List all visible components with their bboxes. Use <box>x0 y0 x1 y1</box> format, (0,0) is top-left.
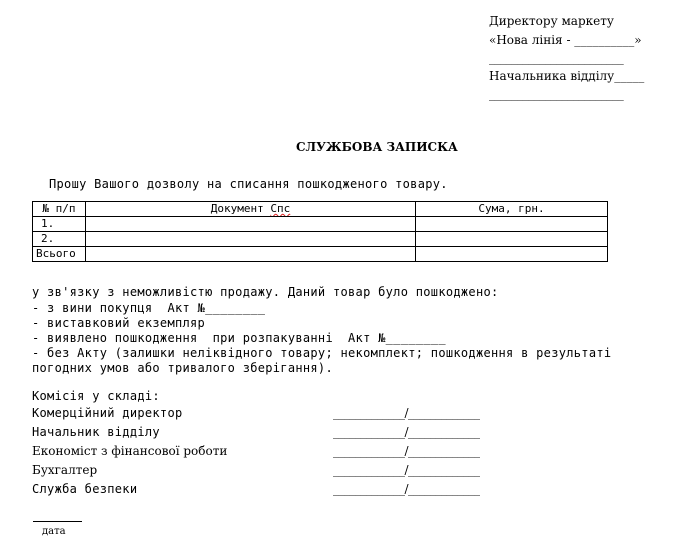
reason-intro: у зв'язку з неможливістю продажу. Даний товар було пошкоджено: <box>32 285 499 299</box>
row-num: 1. <box>33 217 86 232</box>
signature-line: _____________/_____________ <box>333 444 480 458</box>
from-line-1: Начальника відділу_____ <box>489 69 645 83</box>
commission-role: Комерційний директор <box>32 406 183 420</box>
signature-line: _____________/_____________ <box>333 463 480 477</box>
header-sum: Сума, грн. <box>416 202 608 217</box>
commission-role: Начальник відділу <box>32 425 160 439</box>
signature-line: _____________/_____________ <box>333 482 480 496</box>
signature-line: _____________/_____________ <box>333 406 480 420</box>
reason-item: - виявлено пошкодження при розпакуванні Акт №________ <box>32 331 446 345</box>
addressee-line-2: «Нова лінія - __________» <box>489 33 642 47</box>
request-text: Прошу Вашого дозволу на списання пошкодженого товару. <box>49 177 448 191</box>
commission-heading: Комісія у складі: <box>32 389 160 403</box>
row-sum <box>416 217 608 232</box>
row-document <box>86 247 416 262</box>
reason-item: - з вини покупця Акт №________ <box>32 301 266 315</box>
signature-line: _____________/_____________ <box>333 425 480 439</box>
row-sum <box>416 247 608 262</box>
table-row <box>33 232 608 247</box>
commission-role: Бухгалтер <box>32 463 98 477</box>
table-row <box>33 217 608 232</box>
row-num: Всього <box>33 247 86 262</box>
reason-item: - без Акту (залишки неліквідного товару; некомплект; пошкодження в результаті <box>32 346 612 360</box>
commission-role: Служба безпеки <box>32 482 138 496</box>
header-document-abbr: Спс <box>270 202 291 215</box>
from-line-2: ________________________ <box>489 87 624 101</box>
reason-item: погодних умов або тривалого зберігання). <box>32 361 333 375</box>
date-label: дата <box>42 526 66 537</box>
reason-item: - виставковий екземпляр <box>32 316 206 330</box>
row-document <box>86 232 416 247</box>
table-header-row <box>33 202 608 217</box>
date-line <box>33 521 82 522</box>
row-document <box>86 217 416 232</box>
addressee-line-1: Директору маркету <box>489 14 614 28</box>
header-document <box>86 202 416 217</box>
row-sum <box>416 232 608 247</box>
row-num: 2. <box>33 232 86 247</box>
addressee-line-3: ________________________ <box>489 51 624 65</box>
header-num: № п/п <box>33 202 86 217</box>
commission-role: Економіст з фінансової роботи <box>32 444 228 458</box>
header-document-label: Документ <box>210 202 271 215</box>
writeoff-table <box>32 201 608 262</box>
table-total-row <box>33 247 608 262</box>
document-title: СЛУЖБОВА ЗАПИСКА <box>296 140 458 154</box>
